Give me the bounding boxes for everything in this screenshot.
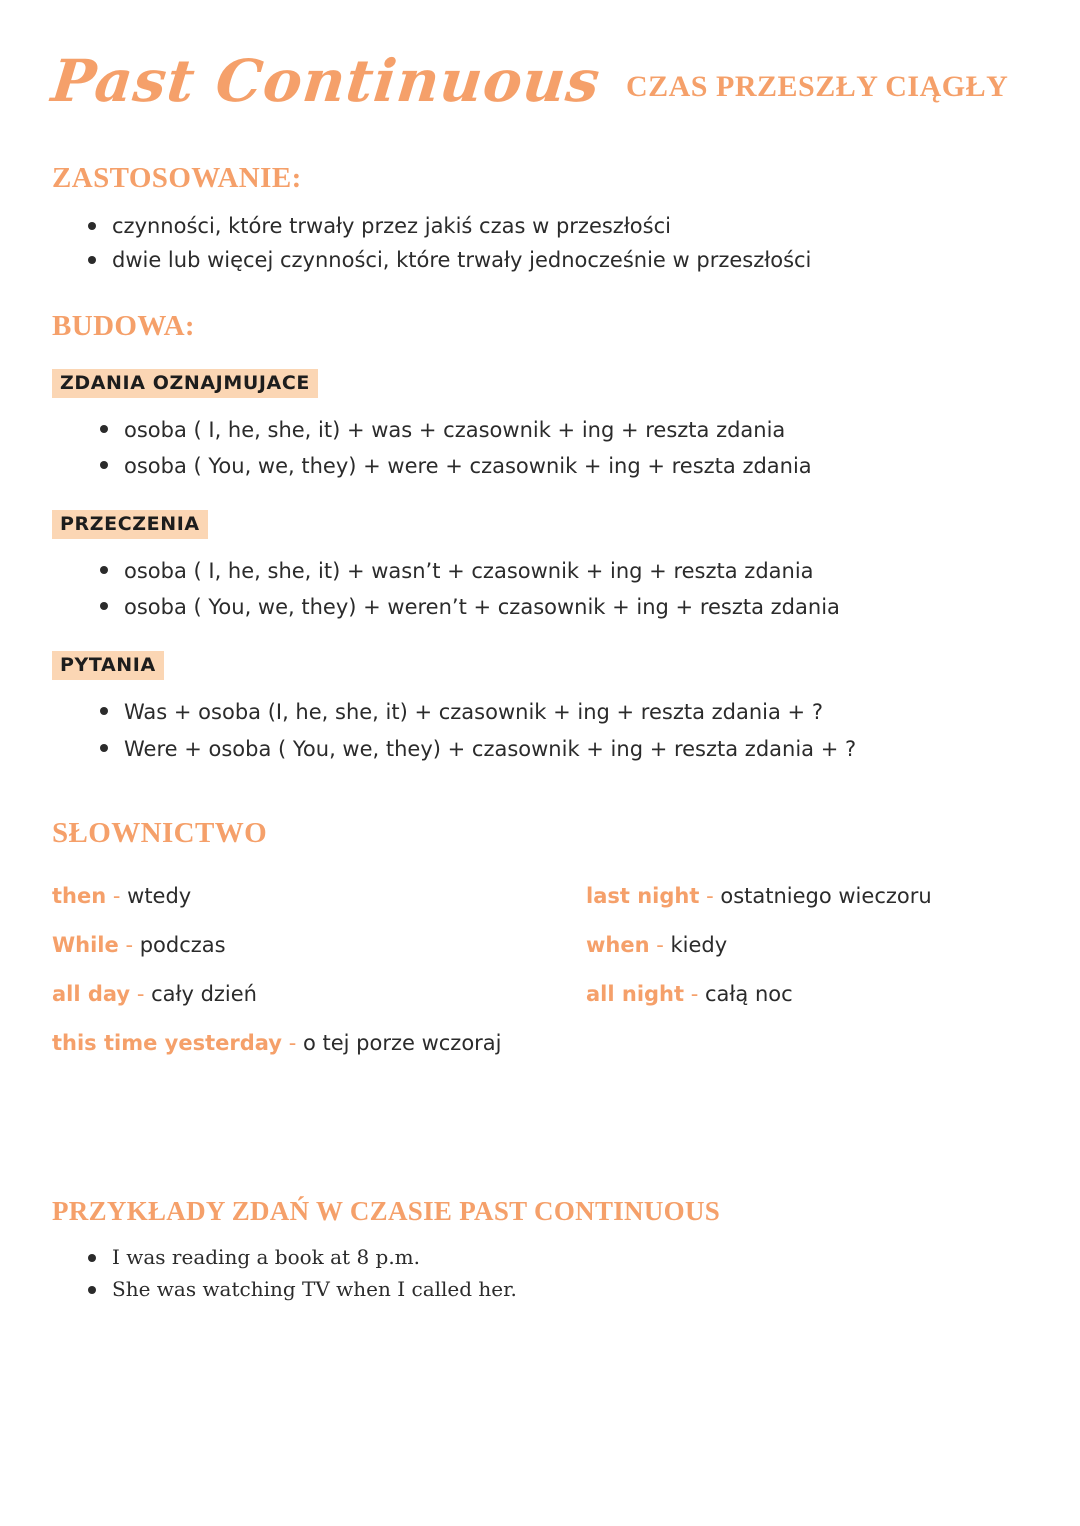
vocabulary-entry: [586, 970, 1028, 1019]
questions-list: [52, 694, 1028, 766]
list-item: osoba ( You, we, they) + weren’t + czasownik + ing + reszta zdania: [94, 589, 1028, 625]
examples-list: [52, 1241, 1028, 1306]
subheading-negative: PRZECZENIA: [52, 510, 208, 539]
vocabulary-separator: -: [136, 981, 145, 1006]
vocabulary-term: when: [586, 932, 650, 957]
list-item: I was reading a book at 8 p.m.: [82, 1241, 1028, 1273]
vocabulary-entry: [52, 970, 586, 1019]
vocabulary-grid: [52, 872, 1028, 1068]
vocabulary-term: this time yesterday: [52, 1030, 282, 1055]
affirmative-list: [52, 412, 1028, 484]
vocabulary-separator: -: [706, 883, 714, 908]
vocabulary-translation: kiedy: [670, 932, 728, 957]
vocabulary-entry: [586, 872, 1028, 921]
vocabulary-separator: -: [288, 1030, 297, 1055]
vocabulary-entry: [586, 921, 1028, 970]
vocabulary-separator: -: [656, 932, 664, 957]
subheading-questions: PYTANIA: [52, 651, 164, 680]
section-heading-structure: BUDOWA:: [52, 310, 195, 343]
list-item: osoba ( You, we, they) + were + czasownik + ing + reszta zdania: [94, 448, 1028, 484]
vocabulary-translation: wtedy: [127, 883, 192, 908]
section-heading-examples: PRZYKŁADY ZDAŃ W CZASIE PAST CONTINUOUS: [52, 1196, 721, 1227]
vocabulary-term: then: [52, 883, 107, 908]
vocabulary-term: all day: [52, 981, 131, 1006]
list-item: czynności, które trwały przez jakiś czas w przeszłości: [82, 209, 1028, 243]
list-item: She was watching TV when I called her.: [82, 1273, 1028, 1305]
vocabulary-entry: [52, 872, 586, 921]
list-item: Were + osoba ( You, we, they) + czasownik + ing + reszta zdania + ?: [94, 731, 1028, 767]
vocabulary-translation: cały dzień: [151, 981, 257, 1006]
section-heading-vocabulary: SŁOWNICTWO: [52, 816, 268, 849]
list-item: osoba ( I, he, she, it) + was + czasownik + ing + reszta zdania: [94, 412, 1028, 448]
vocabulary-entry: [52, 1019, 1028, 1068]
negative-list: [52, 553, 1028, 625]
list-item: osoba ( I, he, she, it) + wasn’t + czasownik + ing + reszta zdania: [94, 553, 1028, 589]
list-item: Was + osoba (I, he, she, it) + czasownik + ing + reszta zdania + ?: [94, 694, 1028, 730]
subheading-affirmative: ZDANIA OZNAJMUJACE: [52, 369, 318, 398]
vocabulary-separator: -: [690, 981, 699, 1006]
vocabulary-entry: [52, 921, 586, 970]
page-header: [48, 0, 1028, 115]
vocabulary-translation: o tej porze wczoraj: [302, 1030, 502, 1055]
usage-list: [52, 209, 1028, 277]
vocabulary-translation: podczas: [139, 932, 226, 957]
page-subtitle: CZAS PRZESZŁY CIĄGŁY: [625, 70, 1009, 103]
list-item: dwie lub więcej czynności, które trwały jednocześnie w przeszłości: [82, 243, 1028, 277]
page-title: Past Continuous: [48, 47, 604, 115]
section-heading-usage: ZASTOSOWANIE:: [52, 162, 302, 194]
vocabulary-translation: ostatniego wieczoru: [720, 883, 932, 908]
vocabulary-separator: -: [125, 932, 134, 957]
vocabulary-term: While: [52, 932, 119, 957]
vocabulary-separator: -: [112, 883, 121, 908]
vocabulary-translation: całą noc: [705, 981, 793, 1006]
vocabulary-term: all night: [586, 981, 685, 1006]
vocabulary-term: last night: [586, 883, 700, 908]
